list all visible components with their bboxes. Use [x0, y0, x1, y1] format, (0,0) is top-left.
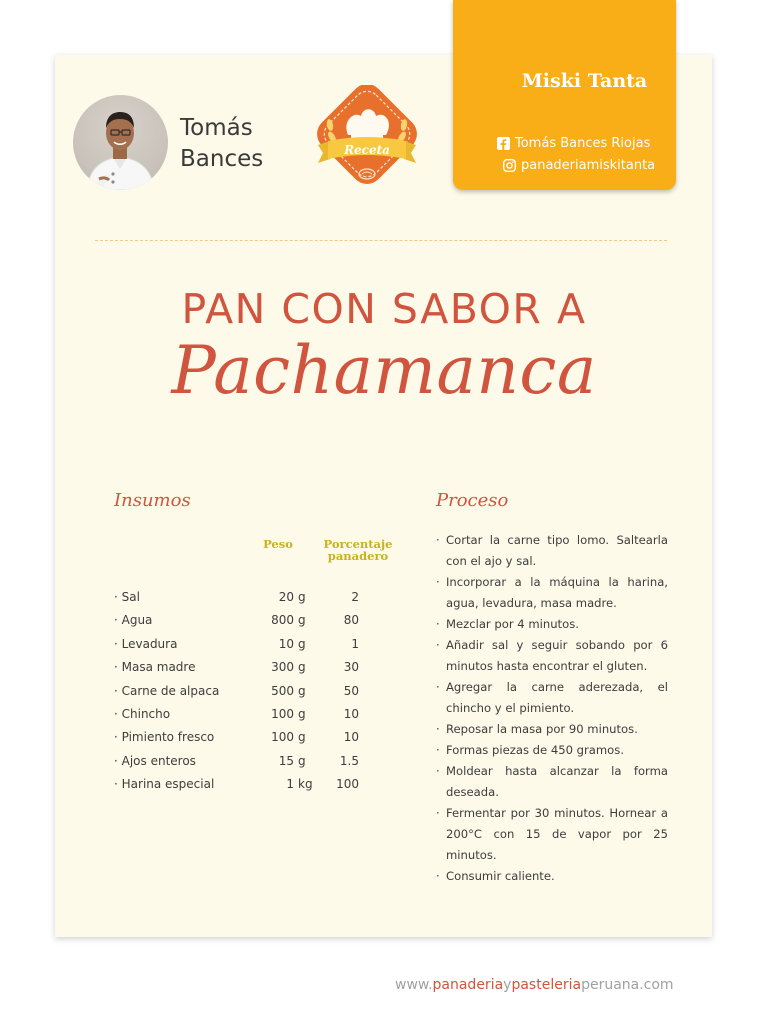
ingredient-row [114, 682, 384, 705]
author-last-name: Bances [180, 146, 264, 172]
ingredient-unit: g [298, 730, 306, 745]
percent-column-header [322, 538, 394, 562]
ingredient-name: · Chincho [114, 706, 171, 721]
ingredient-row [114, 635, 384, 658]
ingredient-qty: 800 [271, 613, 294, 628]
facebook-handle: Tomás Bances Riojas [515, 136, 651, 151]
ingredient-row [114, 775, 384, 798]
process-step: · Mezclar por 4 minutos. [436, 614, 668, 635]
facebook-icon [497, 137, 510, 150]
ingredient-unit: g [298, 706, 306, 721]
ingredient-percent: 1 [351, 636, 359, 651]
instagram-link[interactable] [503, 158, 655, 173]
ingredient-row [114, 705, 384, 728]
ingredient-unit: g [298, 613, 306, 628]
ingredient-qty: 500 [271, 683, 294, 698]
ingredient-row [114, 611, 384, 634]
recipe-title-line2: Pachamanca [171, 332, 597, 409]
ingredient-name: · Pimiento fresco [114, 730, 215, 745]
ingredient-row [114, 658, 384, 681]
facebook-link[interactable] [497, 136, 650, 151]
instagram-handle: panaderiamiskitanta [521, 158, 656, 173]
process-step: · Fermentar por 30 minutos. Hornear a 200°C con 15 de vapor por 25 minutos. [436, 803, 668, 866]
instagram-icon [503, 159, 516, 172]
chef-hat-badge-icon [308, 85, 426, 193]
process-step: · Reposar la masa por 90 minutos. [436, 719, 668, 740]
chef-portrait-icon [73, 95, 168, 190]
ingredient-percent: 2 [351, 590, 359, 604]
ingredients-heading: Insumos [114, 490, 191, 511]
ingredient-unit: g [298, 636, 306, 651]
author-name [180, 113, 263, 175]
process-step: · Formas piezas de 450 gramos. [436, 740, 668, 761]
ingredient-name: · Harina especial [114, 777, 215, 792]
process-step: · Consumir caliente. [436, 866, 668, 887]
ingredient-qty: 10 [278, 636, 294, 651]
ingredient-name: · Masa madre [114, 660, 196, 675]
ingredient-name: · Sal [114, 590, 140, 604]
ingredient-unit: g [298, 590, 306, 604]
ingredient-percent: 100 [336, 777, 359, 792]
ingredient-unit: g [298, 753, 306, 768]
weight-column-header: Peso [263, 537, 293, 551]
ingredient-unit: g [298, 660, 306, 675]
footer-www: www. [395, 977, 433, 993]
footer-panaderia: panaderia [432, 977, 504, 993]
ingredient-unit: kg [298, 777, 313, 792]
ingredient-percent: 1.5 [339, 753, 359, 768]
ingredient-percent: 30 [343, 660, 359, 675]
receta-badge [308, 85, 426, 193]
ingredient-percent: 80 [343, 613, 359, 628]
ingredients-table [114, 588, 384, 799]
process-step: · Añadir sal y seguir sobando por 6 minutos hasta encontrar el gluten. [436, 635, 668, 677]
ingredient-row [114, 728, 384, 751]
ingredient-row [114, 588, 384, 611]
dashed-divider [95, 240, 667, 241]
process-step: · Moldear hasta alcanzar la forma deseada. [436, 761, 668, 803]
ingredient-percent: 10 [343, 730, 359, 745]
recipe-title-line1: PAN CON SABOR A [181, 285, 587, 333]
ingredient-name: · Agua [114, 613, 153, 628]
process-step: · Agregar la carne aderezada, el chincho y el pimiento. [436, 677, 668, 719]
footer-domain: peruana.com [581, 977, 674, 993]
ingredient-qty: 1 [286, 777, 294, 792]
ingredient-qty: 300 [271, 660, 294, 675]
website-link[interactable] [395, 977, 674, 993]
footer-pasteleria: pasteleria [511, 977, 582, 993]
brand-name: Miski Tanta [521, 70, 648, 92]
percent-header-line1: Porcentaje [323, 537, 393, 551]
ingredient-row [114, 752, 384, 775]
ingredient-name: · Levadura [114, 636, 178, 651]
process-step: · Incorporar a la máquina la harina, agua, levadura, masa madre. [436, 572, 668, 614]
ingredient-qty: 20 [278, 590, 294, 604]
ingredient-qty: 100 [271, 706, 294, 721]
author-avatar [73, 95, 168, 190]
ingredient-unit: g [298, 683, 306, 698]
author-first-name: Tomás [180, 115, 253, 141]
process-steps [436, 530, 668, 887]
ingredient-qty: 15 [278, 753, 294, 768]
ingredient-name: · Ajos enteros [114, 753, 196, 768]
percent-header-line2: panadero [327, 549, 389, 563]
process-heading: Proceso [436, 490, 509, 511]
footer-y: y [503, 977, 512, 993]
ingredient-percent: 10 [343, 706, 359, 721]
ingredient-name: · Carne de alpaca [114, 683, 220, 698]
process-step: · Cortar la carne tipo lomo. Saltearla con el ajo y sal. [436, 530, 668, 572]
ingredient-qty: 100 [271, 730, 294, 745]
badge-label: Receta [344, 143, 390, 157]
ingredient-percent: 50 [343, 683, 359, 698]
